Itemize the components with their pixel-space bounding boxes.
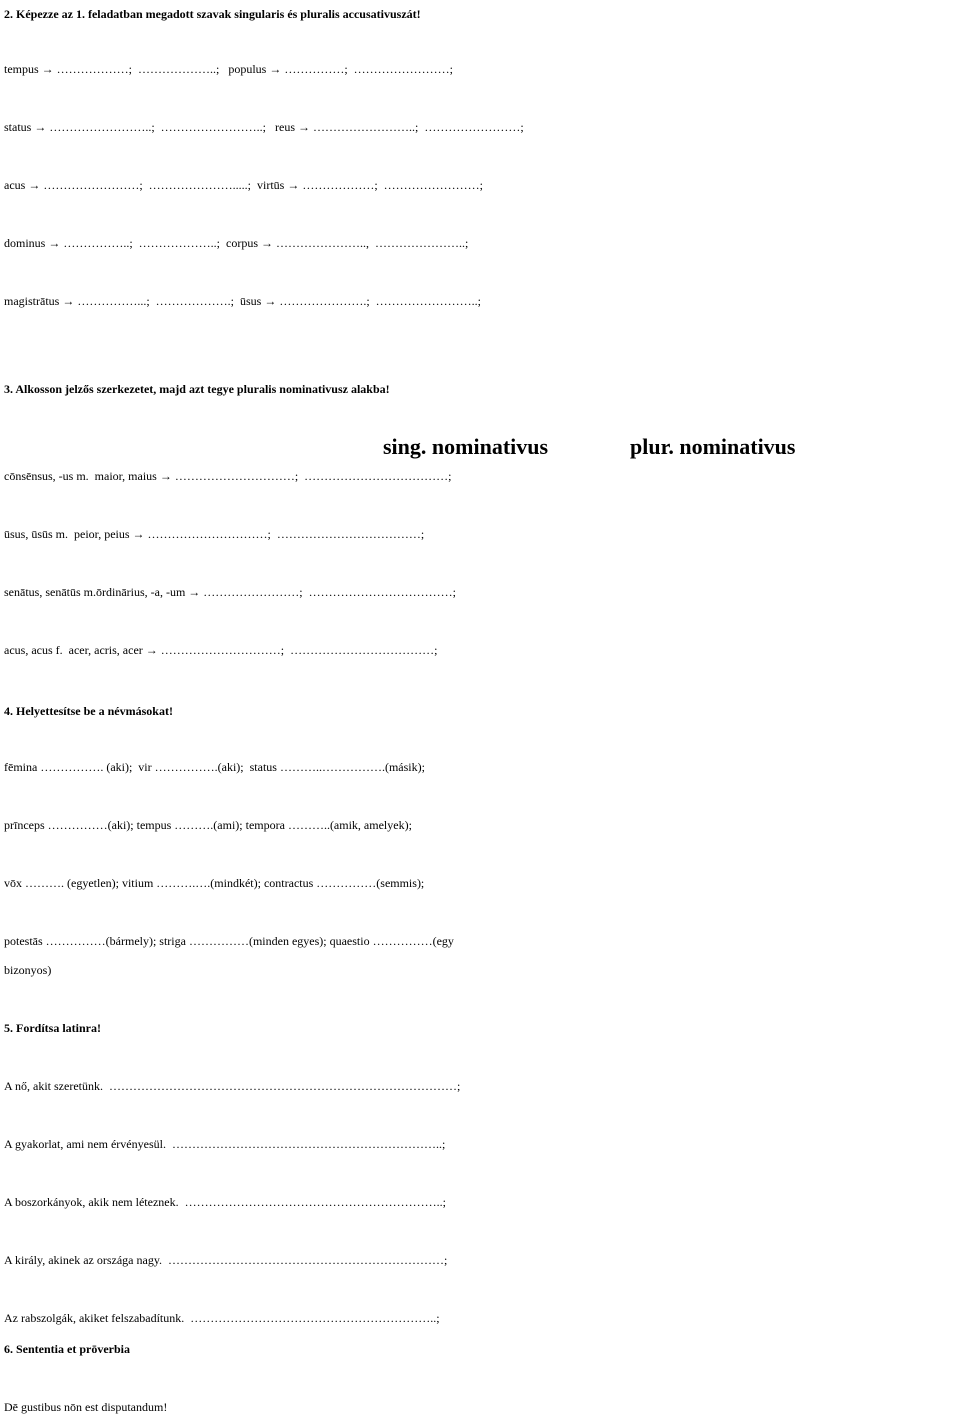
translation-row: A boszorkányok, akik nem léteznek. ………………………………………………………..; [4, 1195, 446, 1209]
translation-row: A király, akinek az országa nagy. ……………………………………………………………; [4, 1253, 448, 1267]
exercise-row-continuation: bizonyos) [4, 963, 52, 977]
exercise-row: vōx ………. (egyetlen); vitium ……….….(mindkét); contractus ……………(semmis); [4, 876, 425, 890]
exercise-row: status → ……………………..; ……………………..; reus → ……………………..; ……………………; [4, 120, 524, 134]
exercise-row: acus → ……………………; ………………….....; virtūs → ………………; ……………………; [4, 178, 483, 192]
exercise-row: magistrātus → ……………...; ……………….; ūsus → ………………….; ……………………..; [4, 294, 481, 308]
exercise-row: acus, acus f. acer, acris, acer → …………………………; ………………………………; [4, 643, 438, 657]
exercise-row: potestās ……………(bármely); striga ……………(minden egyes); quaestio ……………(egy [4, 934, 454, 948]
exercise-row: tempus → ………………; ………………..; populus → ……………; ……………………; [4, 62, 454, 76]
translation-row: Az rabszolgák, akiket felszabadítunk. ……………………………………………………..; [4, 1311, 440, 1325]
section-4-heading: 4. Helyettesítse be a névmásokat! [4, 704, 173, 718]
translation-row: A gyakorlat, ami nem érvényesül. …………………………………………………………..; [4, 1137, 446, 1151]
exercise-row: senātus, senātūs m.ōrdinārius, -a, -um → ……………………; ………………………………; [4, 585, 456, 599]
exercise-row: prīnceps ……………(aki); tempus ……….(ami); tempora ………..(amik, amelyek); [4, 818, 412, 832]
exercise-row: cōnsēnsus, -us m. maior, maius → …………………………; ………………………………; [4, 469, 452, 483]
section-2-heading: 2. Képezze az 1. feladatban megadott szavak singularis és pluralis accusativuszát! [4, 7, 421, 21]
translation-row: A nő, akit szeretünk. ……………………………………………………………………………; [4, 1079, 461, 1093]
section-3-heading: 3. Alkosson jelzős szerkezetet, majd azt tegye pluralis nominativusz alakba! [4, 382, 390, 396]
column-header-plural: plur. nominativus [630, 434, 796, 459]
section-5-heading: 5. Fordítsa latinra! [4, 1021, 101, 1035]
column-header-singular: sing. nominativus [383, 434, 549, 459]
proverb-text: Dē gustibus nōn est disputandum! [4, 1400, 168, 1414]
exercise-row: fēmina ……………. (aki); vir …………….(aki); status ………..…………….(másik); [4, 760, 425, 774]
exercise-row: ūsus, ūsūs m. peior, peius → …………………………; ………………………………; [4, 527, 425, 541]
section-6-heading: 6. Sententia et prōverbia [4, 1342, 130, 1356]
exercise-row: dominus → ……………..; ………………..; corpus → ………………….., …………………..; [4, 236, 469, 250]
